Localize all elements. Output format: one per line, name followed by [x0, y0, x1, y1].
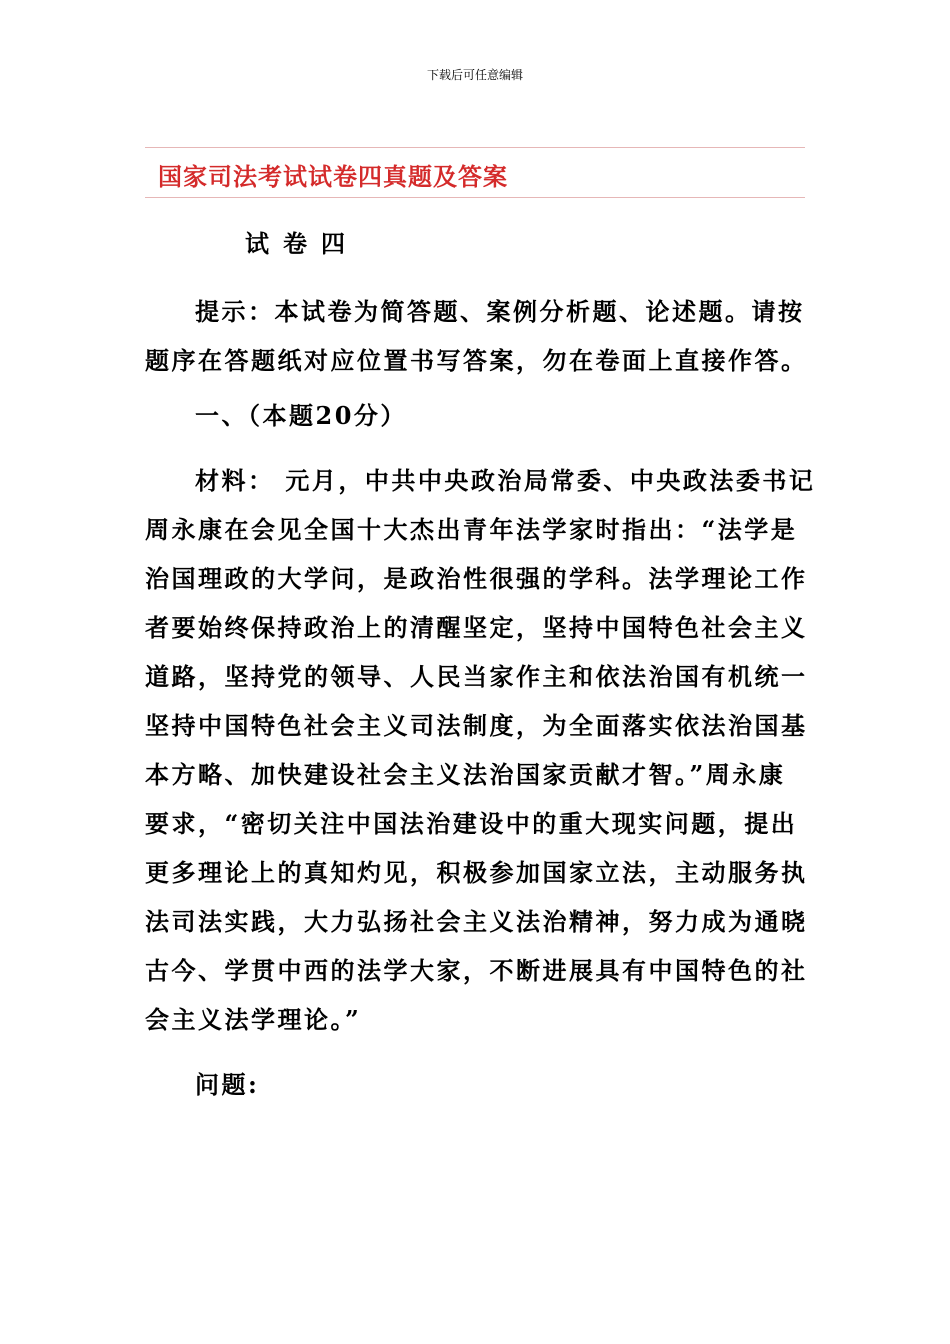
- material-paragraph: [145, 456, 816, 1044]
- hint-line: 提示：本试卷为简答题、案例分析题、论述题。请按: [195, 297, 805, 326]
- title-bottom-rule: [145, 197, 805, 198]
- hint-line: 题序在答题纸对应位置书写答案，勿在卷面上直接作答。: [145, 346, 808, 375]
- material-line: 会主义法学理论。”: [145, 1005, 362, 1034]
- material-line: 更多理论上的真知灼见，积极参加国家立法，主动服务执: [145, 858, 808, 887]
- material-line: 古今、学贯中西的法学大家，不断进展具有中国特色的社: [145, 956, 808, 985]
- material-line: 要求，“密切关注中国法治建设中的重大现实问题，提出: [145, 809, 798, 838]
- paper-subtitle: 试卷四: [245, 229, 359, 258]
- section-heading: 一、（本题20分）: [195, 401, 407, 430]
- document-title: 国家司法考试试卷四真题及答案: [158, 162, 508, 191]
- header-note: 下载后可任意编辑: [426, 68, 523, 82]
- hint-paragraph: [145, 287, 808, 385]
- material-line: 坚持中国特色社会主义司法制度，为全面落实依法治国基: [145, 711, 808, 740]
- material-line: 本方略、加快建设社会主义法治国家贡献才智。”周永康: [145, 760, 786, 789]
- material-line: 周永康在会见全国十大杰出青年法学家时指出：“法学是: [145, 515, 798, 544]
- title-top-rule: [145, 147, 805, 148]
- material-line: 治国理政的大学问，是政治性很强的学科。法学理论工作: [145, 564, 808, 593]
- material-line: 材料： 元月，中共中央政治局常委、中央政法委书记: [195, 466, 816, 495]
- material-line: 法司法实践，大力弘扬社会主义法治精神，努力成为通晓: [145, 907, 808, 936]
- question-label: 问题:: [195, 1070, 260, 1099]
- material-line: 者要始终保持政治上的清醒坚定，坚持中国特色社会主义: [145, 613, 808, 642]
- material-line: 道路，坚持党的领导、人民当家作主和依法治国有机统一: [145, 662, 808, 691]
